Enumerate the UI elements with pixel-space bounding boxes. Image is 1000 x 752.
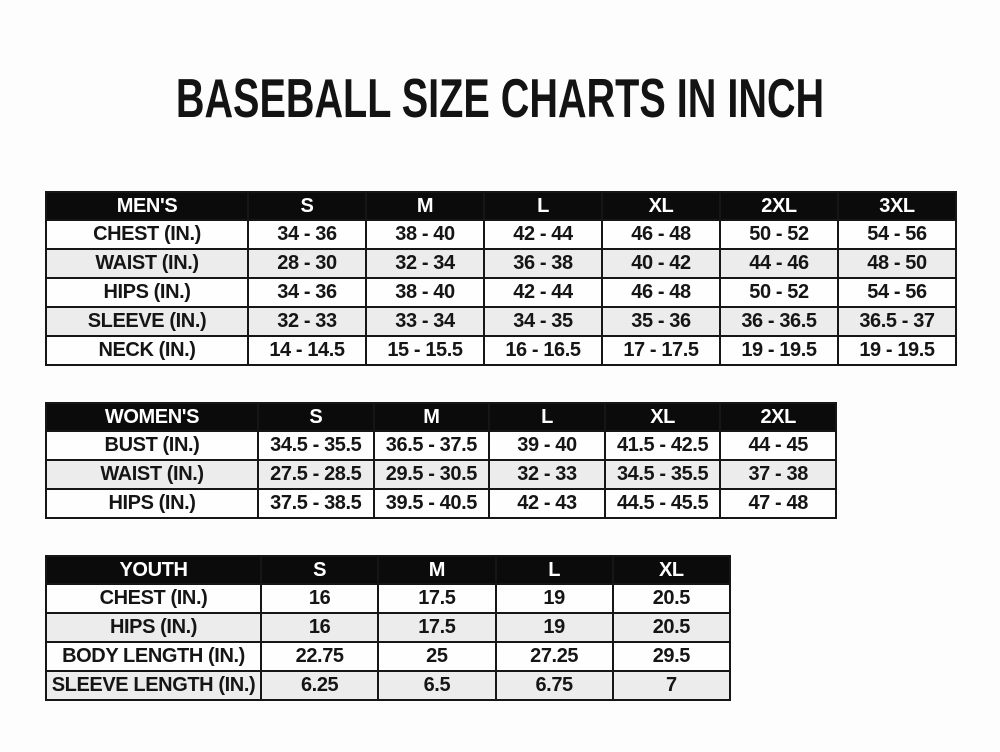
table-row — [46, 220, 956, 249]
row-label: WAIST (IN.) — [46, 460, 258, 489]
size-column-header: S — [261, 556, 378, 584]
row-label: HIPS (IN.) — [46, 278, 248, 307]
table-row — [46, 249, 956, 278]
size-value-cell: 38 - 40 — [366, 220, 484, 249]
size-value-cell: 39 - 40 — [489, 431, 605, 460]
size-value-cell: 44 - 46 — [720, 249, 838, 278]
row-label: BUST (IN.) — [46, 431, 258, 460]
size-value-cell: 27.5 - 28.5 — [258, 460, 374, 489]
size-value-cell: 34 - 35 — [484, 307, 602, 336]
table-row — [46, 460, 836, 489]
size-value-cell: 27.25 — [496, 642, 613, 671]
size-value-cell: 34 - 36 — [248, 278, 366, 307]
size-value-cell: 46 - 48 — [602, 220, 720, 249]
womens-size-table — [45, 402, 837, 519]
size-column-header: L — [496, 556, 613, 584]
size-value-cell: 36.5 - 37 — [838, 307, 956, 336]
size-value-cell: 19 - 19.5 — [720, 336, 838, 365]
table-row — [46, 278, 956, 307]
table-title-cell: YOUTH — [46, 556, 261, 584]
size-value-cell: 25 — [378, 642, 495, 671]
table-row — [46, 642, 730, 671]
size-value-cell: 28 - 30 — [248, 249, 366, 278]
size-value-cell: 39.5 - 40.5 — [374, 489, 490, 518]
size-column-header: XL — [605, 403, 721, 431]
size-value-cell: 32 - 34 — [366, 249, 484, 278]
size-value-cell: 50 - 52 — [720, 278, 838, 307]
size-value-cell: 46 - 48 — [602, 278, 720, 307]
table-row — [46, 489, 836, 518]
size-value-cell: 19 — [496, 584, 613, 613]
size-value-cell: 35 - 36 — [602, 307, 720, 336]
size-value-cell: 6.25 — [261, 671, 378, 700]
size-value-cell: 29.5 - 30.5 — [374, 460, 490, 489]
size-value-cell: 44.5 - 45.5 — [605, 489, 721, 518]
row-label: CHEST (IN.) — [46, 584, 261, 613]
size-value-cell: 6.5 — [378, 671, 495, 700]
size-column-header: 3XL — [838, 192, 956, 220]
size-value-cell: 42 - 43 — [489, 489, 605, 518]
size-value-cell: 38 - 40 — [366, 278, 484, 307]
row-label: HIPS (IN.) — [46, 489, 258, 518]
size-value-cell: 17.5 — [378, 613, 495, 642]
size-column-header: 2XL — [720, 192, 838, 220]
size-value-cell: 34.5 - 35.5 — [605, 460, 721, 489]
row-label: SLEEVE (IN.) — [46, 307, 248, 336]
page-title: BASEBALL SIZE CHARTS IN INCH — [175, 67, 825, 129]
size-value-cell: 34.5 - 35.5 — [258, 431, 374, 460]
size-column-header: M — [366, 192, 484, 220]
row-label: SLEEVE LENGTH (IN.) — [46, 671, 261, 700]
size-value-cell: 16 — [261, 584, 378, 613]
size-value-cell: 34 - 36 — [248, 220, 366, 249]
youth-size-table — [45, 555, 731, 701]
row-label: HIPS (IN.) — [46, 613, 261, 642]
size-column-header: S — [258, 403, 374, 431]
size-value-cell: 37.5 - 38.5 — [258, 489, 374, 518]
size-value-cell: 54 - 56 — [838, 220, 956, 249]
size-value-cell: 48 - 50 — [838, 249, 956, 278]
size-value-cell: 36.5 - 37.5 — [374, 431, 490, 460]
table-row — [46, 336, 956, 365]
size-value-cell: 54 - 56 — [838, 278, 956, 307]
row-label: NECK (IN.) — [46, 336, 248, 365]
size-column-header: XL — [613, 556, 730, 584]
size-value-cell: 15 - 15.5 — [366, 336, 484, 365]
size-value-cell: 37 - 38 — [720, 460, 836, 489]
row-label: CHEST (IN.) — [46, 220, 248, 249]
size-value-cell: 17 - 17.5 — [602, 336, 720, 365]
size-value-cell: 20.5 — [613, 613, 730, 642]
table-title-cell: WOMEN'S — [46, 403, 258, 431]
size-column-header: L — [484, 192, 602, 220]
size-value-cell: 44 - 45 — [720, 431, 836, 460]
size-value-cell: 36 - 38 — [484, 249, 602, 278]
size-value-cell: 7 — [613, 671, 730, 700]
size-value-cell: 29.5 — [613, 642, 730, 671]
size-column-header: L — [489, 403, 605, 431]
size-value-cell: 40 - 42 — [602, 249, 720, 278]
table-row — [46, 431, 836, 460]
mens-size-table — [45, 191, 957, 366]
size-column-header: XL — [602, 192, 720, 220]
size-value-cell: 32 - 33 — [489, 460, 605, 489]
size-value-cell: 19 — [496, 613, 613, 642]
size-value-cell: 33 - 34 — [366, 307, 484, 336]
header-row — [46, 556, 730, 584]
size-column-header: M — [374, 403, 490, 431]
size-value-cell: 22.75 — [261, 642, 378, 671]
size-value-cell: 50 - 52 — [720, 220, 838, 249]
size-value-cell: 32 - 33 — [248, 307, 366, 336]
row-label: WAIST (IN.) — [46, 249, 248, 278]
table-row — [46, 671, 730, 700]
size-value-cell: 41.5 - 42.5 — [605, 431, 721, 460]
size-value-cell: 17.5 — [378, 584, 495, 613]
header-row — [46, 192, 956, 220]
size-value-cell: 42 - 44 — [484, 278, 602, 307]
header-row — [46, 403, 836, 431]
size-value-cell: 14 - 14.5 — [248, 336, 366, 365]
table-row — [46, 613, 730, 642]
size-column-header: 2XL — [720, 403, 836, 431]
size-column-header: M — [378, 556, 495, 584]
size-value-cell: 16 — [261, 613, 378, 642]
size-value-cell: 42 - 44 — [484, 220, 602, 249]
size-value-cell: 16 - 16.5 — [484, 336, 602, 365]
table-title-cell: MEN'S — [46, 192, 248, 220]
size-value-cell: 20.5 — [613, 584, 730, 613]
size-value-cell: 47 - 48 — [720, 489, 836, 518]
size-value-cell: 19 - 19.5 — [838, 336, 956, 365]
row-label: BODY LENGTH (IN.) — [46, 642, 261, 671]
size-column-header: S — [248, 192, 366, 220]
size-value-cell: 6.75 — [496, 671, 613, 700]
size-value-cell: 36 - 36.5 — [720, 307, 838, 336]
table-row — [46, 584, 730, 613]
table-row — [46, 307, 956, 336]
